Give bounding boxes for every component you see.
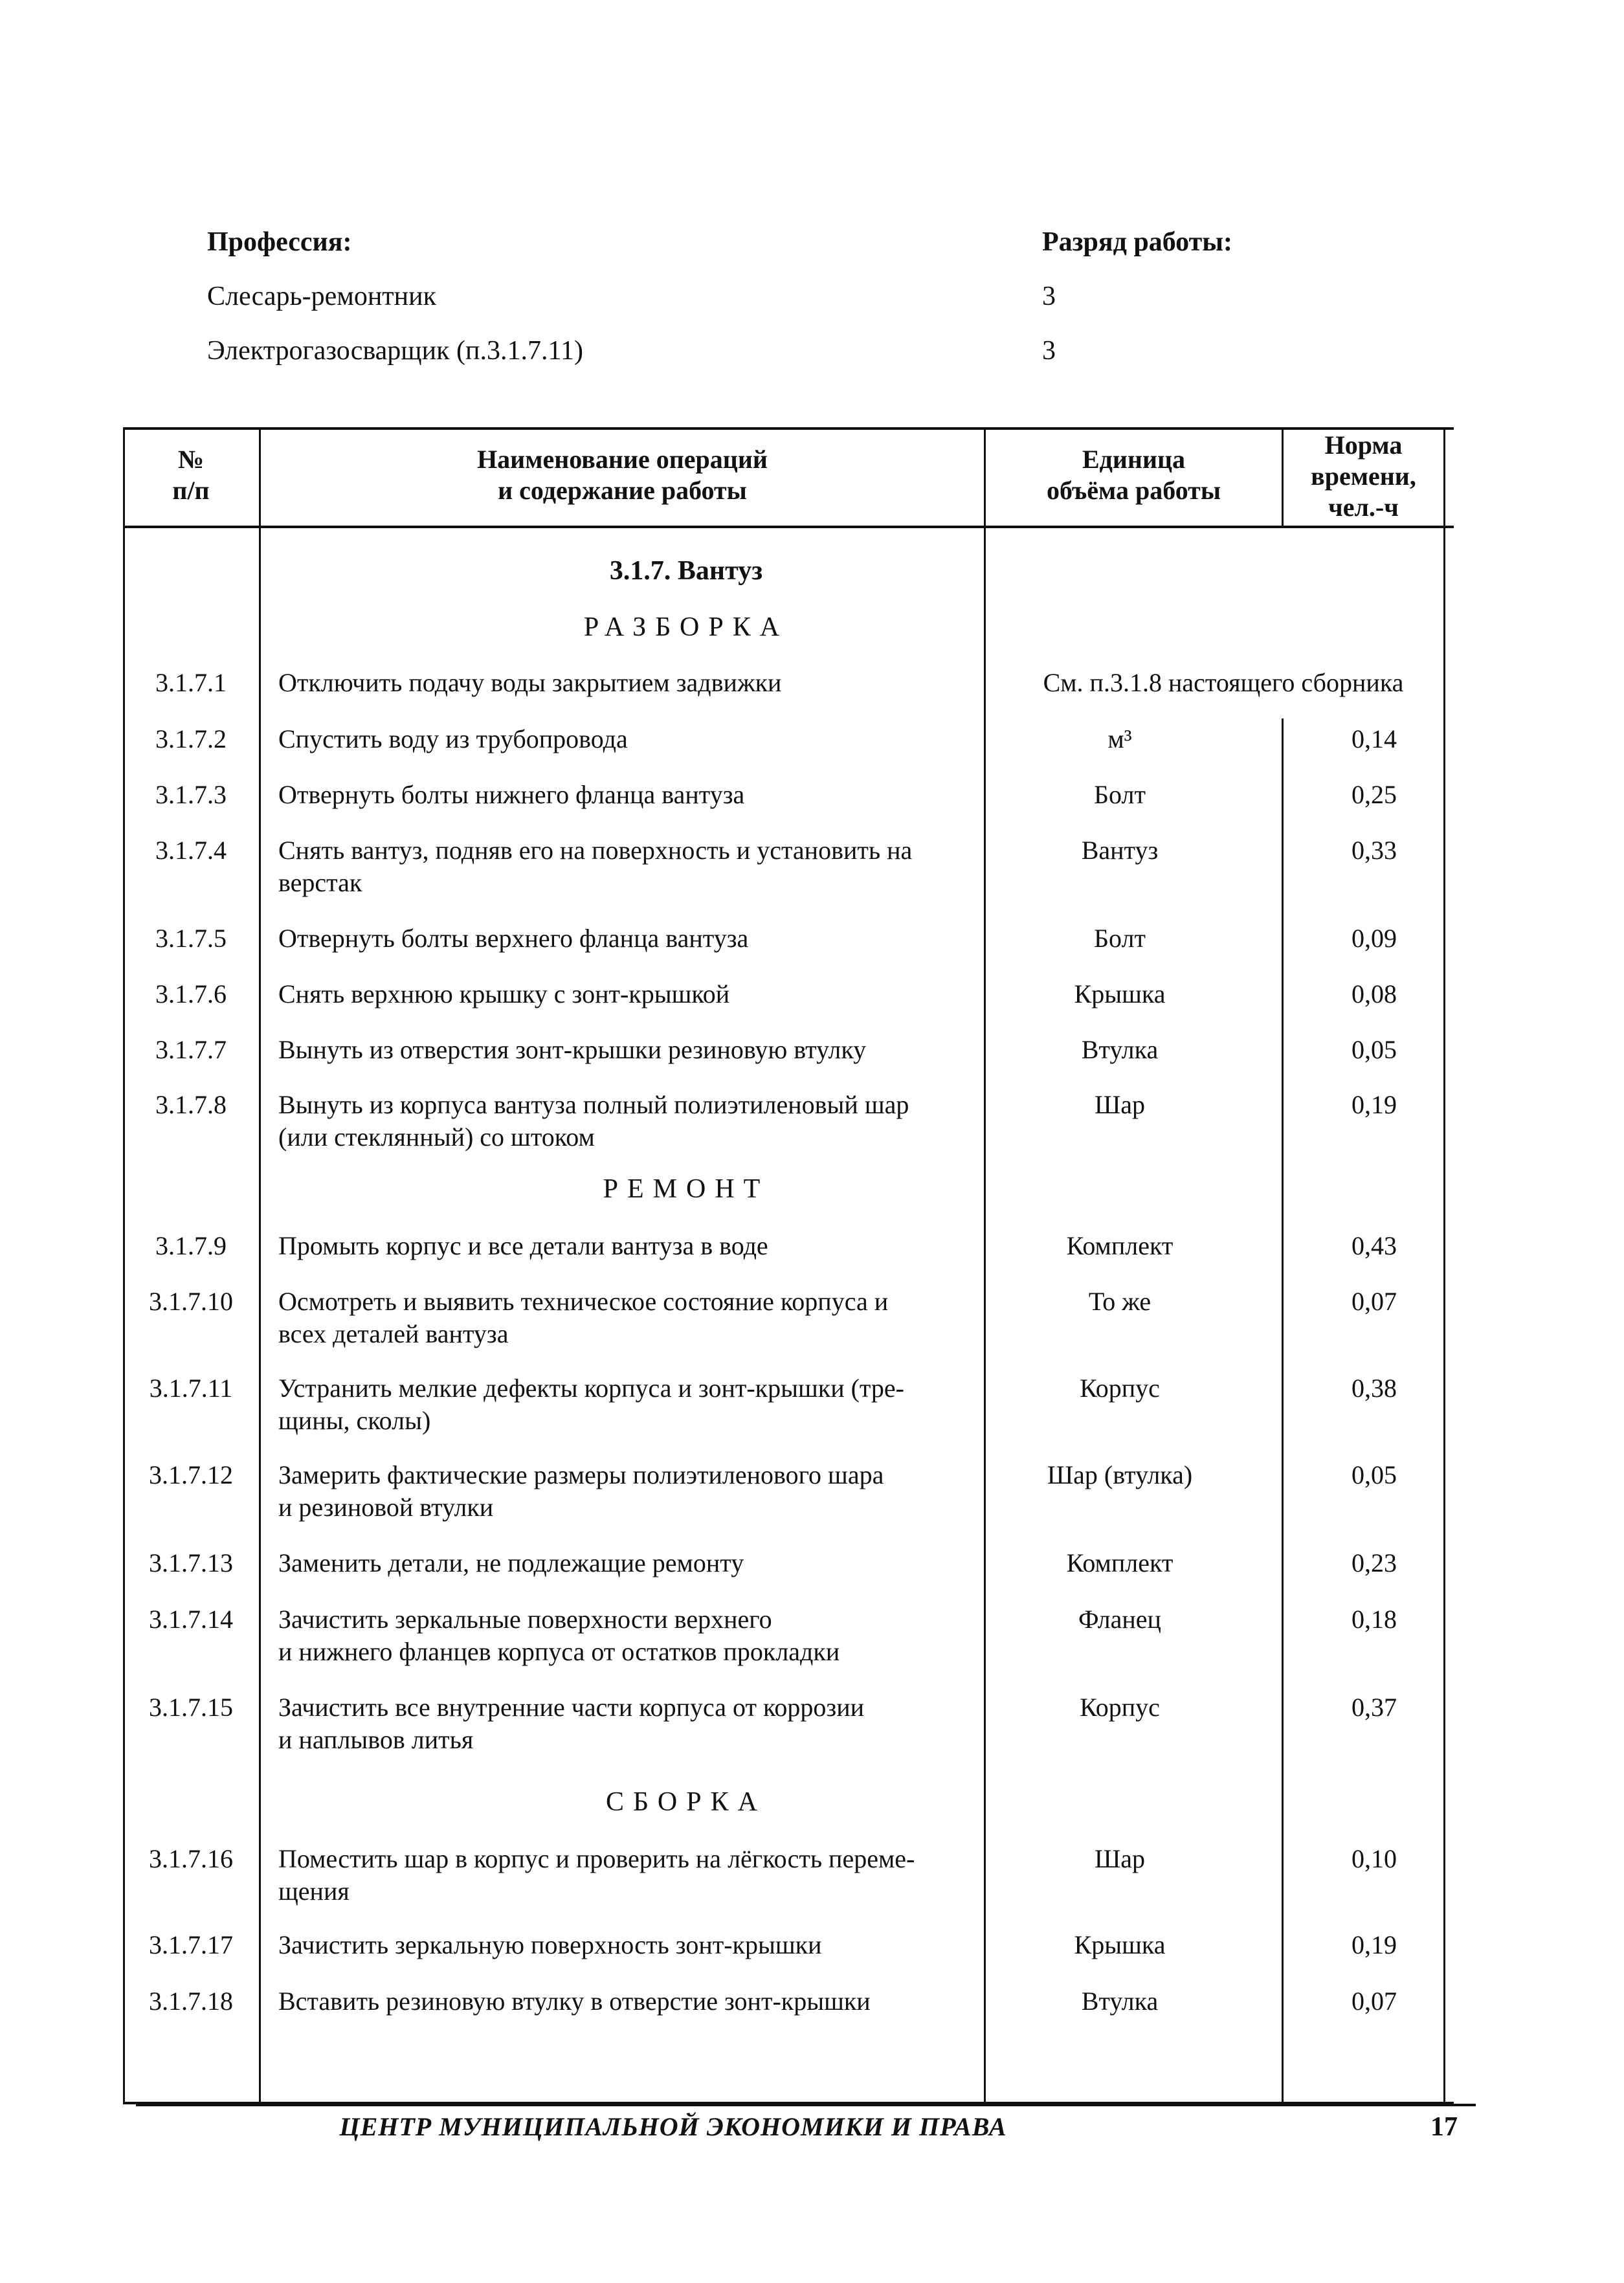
header-unit: Единица объёма работы	[1046, 445, 1221, 505]
row-norm: 0,10	[1351, 1844, 1397, 1873]
row-unit: Втулка	[1081, 1035, 1159, 1064]
row-norm: 0,18	[1351, 1605, 1397, 1634]
col-divider-1	[259, 427, 261, 2104]
row-norm: 0,33	[1351, 836, 1397, 865]
row-unit: Фланец	[1078, 1605, 1161, 1634]
row-unit: Корпус	[1080, 1693, 1160, 1722]
row-unit: Крышка	[1074, 979, 1166, 1008]
profession-name: Электрогазосварщик (п.3.1.7.11)	[207, 336, 583, 366]
row-number: 3.1.7.2	[155, 724, 227, 753]
row-norm: 0,37	[1351, 1693, 1397, 1722]
row-operation: Осмотреть и выявить техническое состояние корпуса и всех деталей вантуза	[278, 1287, 889, 1348]
row-norm: 0,25	[1351, 780, 1397, 809]
footer-organization: ЦЕНТР МУНИЦИПАЛЬНОЙ ЭКОНОМИКИ И ПРАВА	[339, 2112, 1007, 2141]
row-norm: 0,07	[1351, 1987, 1397, 2016]
profession-row	[207, 335, 1307, 390]
row-unit: Комплект	[1066, 1231, 1174, 1260]
page-number: 17	[1430, 2112, 1458, 2142]
subsection-assembly: СБОРКА	[606, 1787, 766, 1817]
row-unit: Шар	[1094, 1844, 1146, 1873]
row-norm: 0,43	[1351, 1231, 1397, 1260]
row-unit: м³	[1107, 724, 1132, 753]
row-number: 3.1.7.1	[155, 668, 227, 697]
row-unit: Вантуз	[1081, 836, 1159, 865]
row-number: 3.1.7.16	[149, 1844, 233, 1873]
header-norm: Норма времени, чел.-ч	[1311, 430, 1416, 522]
profession-grade: 3	[1042, 336, 1056, 366]
row-number: 3.1.7.4	[155, 836, 227, 865]
row-unit: Болт	[1094, 780, 1146, 809]
row-operation: Поместить шар в корпус и проверить на лёгкость переме- щения	[278, 1844, 915, 1906]
row-number: 3.1.7.17	[149, 1930, 233, 1959]
row-norm: 0,09	[1351, 924, 1397, 953]
row-unit: Втулка	[1081, 1987, 1159, 2016]
row-unit: Шар	[1094, 1090, 1146, 1119]
section-title: 3.1.7. Вантуз	[609, 556, 763, 586]
row-number: 3.1.7.13	[149, 1548, 233, 1577]
row-operation: Снять верхнюю крышку с зонт-крышкой	[278, 979, 730, 1008]
row-operation: Спустить воду из трубопровода	[278, 724, 628, 753]
profession-name: Слесарь-ремонтник	[207, 282, 437, 311]
subsection-repair: РЕМОНТ	[603, 1174, 770, 1204]
row-number: 3.1.7.9	[155, 1231, 227, 1260]
row-norm: 0,19	[1351, 1090, 1397, 1119]
row-norm: 0,08	[1351, 979, 1397, 1008]
row-norm: 0,19	[1351, 1930, 1397, 1959]
profession-row	[207, 281, 1307, 335]
row-operation: Замерить фактические размеры полиэтиленового шара и резиновой втулки	[278, 1460, 884, 1522]
col-divider-3	[1282, 718, 1284, 2104]
row-number: 3.1.7.15	[149, 1693, 233, 1722]
row-operation: Вынуть из отверстия зонт-крышки резиновую втулку	[278, 1035, 867, 1064]
row-unit: Крышка	[1074, 1930, 1166, 1959]
row-number: 3.1.7.3	[155, 780, 227, 809]
row-norm: 0,23	[1351, 1548, 1397, 1577]
row-operation: Отвернуть болты нижнего фланца вантуза	[278, 780, 745, 809]
row-norm: 0,38	[1351, 1374, 1397, 1403]
profession-grade: 3	[1042, 282, 1056, 311]
row-unit: Шар (втулка)	[1047, 1460, 1193, 1489]
row-operation: Вставить резиновую втулку в отверстие зонт-крышки	[278, 1987, 871, 2016]
subsection-disassembly: РАЗБОРКА	[583, 612, 789, 642]
row-operation: Промыть корпус и все детали вантуза в воде	[278, 1231, 768, 1260]
row-norm: 0,05	[1351, 1460, 1397, 1489]
footer-rule	[136, 2104, 1476, 2106]
header-num: № п/п	[172, 445, 210, 505]
row-number: 3.1.7.12	[149, 1460, 233, 1489]
row-operation: Устранить мелкие дефекты корпуса и зонт-крышки (тре- щины, сколы)	[278, 1374, 904, 1435]
row-operation: Вынуть из корпуса вантуза полный полиэтиленовый шар (или стеклянный) со штоком	[278, 1090, 909, 1152]
row-norm: 0,14	[1351, 724, 1397, 753]
row-operation: Зачистить зеркальные поверхности верхнего и нижнего фланцев корпуса от остатков прокладки	[278, 1605, 840, 1666]
header-operation: Наименование операций и содержание работы	[477, 445, 768, 505]
row-unit: Комплект	[1066, 1548, 1174, 1577]
profession-header-row	[207, 227, 1307, 281]
grade-label: Разряд работы:	[1042, 227, 1233, 257]
norms-table	[123, 427, 1454, 2106]
row-number: 3.1.7.10	[149, 1287, 233, 1316]
row-operation: Зачистить все внутренние части корпуса от коррозии и наплывов литья	[278, 1693, 864, 1754]
row-operation: Зачистить зеркальную поверхность зонт-крышки	[278, 1930, 822, 1959]
row-number: 3.1.7.6	[155, 979, 227, 1008]
profession-label: Профессия:	[207, 227, 352, 257]
row-operation: Отвернуть болты верхнего фланца вантуза	[278, 924, 749, 953]
row-number: 3.1.7.5	[155, 924, 227, 953]
row-number: 3.1.7.14	[149, 1605, 233, 1634]
row-norm: 0,07	[1351, 1287, 1397, 1316]
table-top-border	[123, 427, 1454, 430]
row-unit: Корпус	[1080, 1374, 1160, 1403]
row-unit: То же	[1088, 1287, 1151, 1316]
row-reference: См. п.3.1.8 настоящего сборника	[1043, 668, 1404, 697]
row-norm: 0,05	[1351, 1035, 1397, 1064]
row-number: 3.1.7.8	[155, 1090, 227, 1119]
row-number: 3.1.7.11	[149, 1374, 233, 1403]
row-operation: Заменить детали, не подлежащие ремонту	[278, 1548, 744, 1577]
row-number: 3.1.7.7	[155, 1035, 227, 1064]
row-operation: Снять вантуз, подняв его на поверхность и установить на верстак	[278, 836, 913, 897]
header-bottom-border	[123, 526, 1454, 528]
row-operation: Отключить подачу воды закрытием задвижки	[278, 668, 782, 697]
profession-block	[207, 227, 1307, 390]
row-number: 3.1.7.18	[149, 1987, 233, 2016]
row-unit: Болт	[1094, 924, 1146, 953]
